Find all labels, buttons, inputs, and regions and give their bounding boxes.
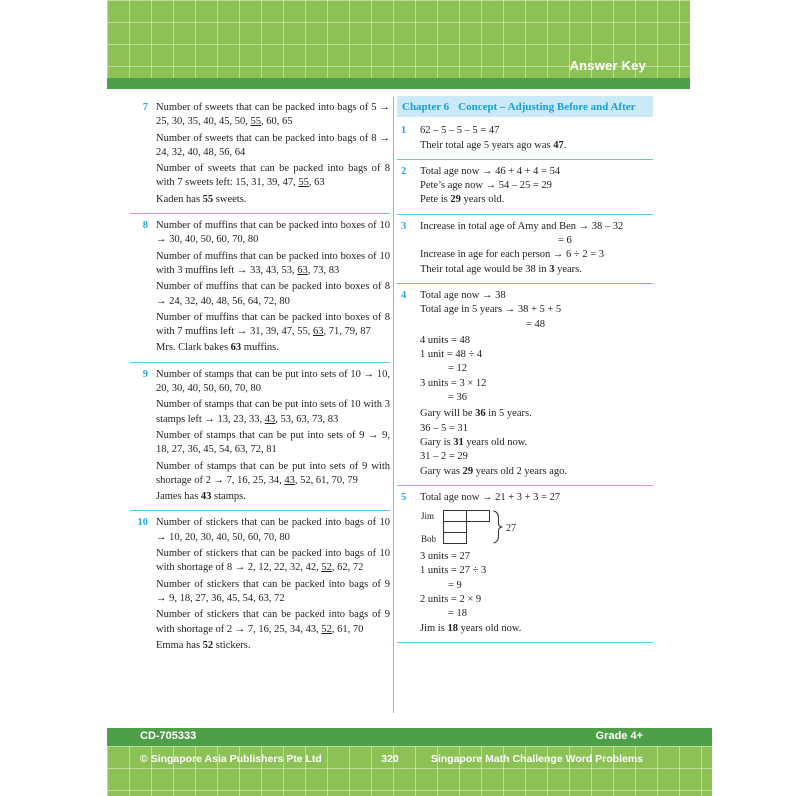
- text-segment: = 48: [526, 318, 546, 330]
- text-line: [420, 491, 653, 505]
- text-line: [156, 578, 390, 607]
- text-segment: 36: [475, 408, 486, 420]
- text-line: [156, 368, 390, 397]
- problem-number: 2: [401, 165, 407, 177]
- text-segment: Total age now → 46 + 4 + 4 = 54: [420, 165, 561, 177]
- header-grid-band: [107, 0, 690, 78]
- text-block: [156, 516, 390, 545]
- text-block: [156, 429, 390, 458]
- text-segment: Emma has: [156, 639, 203, 651]
- text-segment: Number of stickers that can be packed into bags of 9 with shortage of 2 → 7, 16, 25, 34, 43,: [156, 609, 390, 635]
- problem-number: 10: [137, 517, 148, 529]
- problem-body: [420, 289, 653, 479]
- text-line: [420, 579, 653, 593]
- text-line: [420, 348, 653, 362]
- text-segment: , 63: [308, 177, 325, 189]
- text-segment: , 62, 72: [331, 562, 364, 574]
- text-line: [156, 311, 390, 340]
- problem-body: [420, 491, 653, 636]
- problem-body: [420, 124, 653, 153]
- text-segment: Number of muffins that can be packed into boxes of 10 → 30, 40, 50, 60, 70, 80: [156, 220, 390, 246]
- answer-problem-10: [130, 511, 390, 659]
- text-block: [420, 124, 653, 153]
- text-segment: Number of stamps that can be put into sets of 10 → 10, 20, 30, 40, 50, 60, 70, 80: [156, 368, 390, 395]
- text-segment: years old.: [460, 194, 505, 206]
- text-block: [420, 550, 653, 636]
- text-segment: 63: [313, 326, 324, 338]
- text-segment: years old now.: [463, 436, 528, 448]
- text-block: [156, 193, 390, 207]
- problem-body: [156, 368, 390, 505]
- text-segment: 55: [202, 193, 214, 205]
- text-segment: 2 units = 2 × 9: [420, 594, 482, 606]
- text-block: [156, 101, 390, 130]
- right-column: [397, 96, 653, 643]
- text-line: [420, 179, 653, 193]
- text-segment: Gary is: [420, 436, 454, 448]
- text-block: [156, 341, 390, 355]
- text-segment: , 73, 83: [307, 264, 340, 276]
- text-block: [156, 398, 390, 427]
- text-block: [420, 407, 653, 478]
- text-block: [156, 280, 390, 309]
- text-segment: Number of muffins that can be packed into boxes of 8 → 24, 32, 40, 48, 56, 64, 72, 80: [156, 281, 390, 307]
- text-line: [156, 639, 390, 653]
- problem-number: 9: [142, 368, 148, 380]
- text-segment: 63: [297, 264, 308, 276]
- text-segment: 55: [250, 116, 261, 128]
- problem-number: 5: [401, 491, 407, 503]
- right-problem-list: [397, 119, 653, 643]
- text-block: [156, 578, 390, 607]
- problem-body: [156, 101, 390, 207]
- answer-problem-7: [130, 96, 390, 214]
- text-line: [420, 377, 653, 391]
- bracket-shape: [494, 511, 503, 543]
- book-title: Singapore Math Challenge Word Problems: [430, 753, 643, 765]
- text-line: [420, 465, 653, 479]
- answer-problem-9: [130, 363, 390, 512]
- text-line: [420, 436, 653, 450]
- text-block: [420, 491, 653, 505]
- text-segment: 63: [230, 342, 242, 354]
- text-block: [156, 490, 390, 504]
- text-segment: 43: [264, 413, 276, 425]
- text-line: [420, 362, 653, 376]
- text-block: [156, 547, 390, 576]
- text-block: [156, 132, 390, 161]
- text-block: [156, 639, 390, 653]
- text-line: [156, 608, 390, 637]
- text-segment: Total age now → 21 + 3 + 3 = 27: [420, 491, 561, 503]
- answer-problem-5: [397, 486, 653, 643]
- text-segment: 47: [553, 139, 564, 151]
- text-line: [156, 516, 390, 545]
- text-line: [156, 219, 390, 248]
- left-problem-list: [130, 96, 390, 659]
- problem-number: 1: [401, 125, 407, 137]
- text-segment: Number of muffins that can be packed into boxes of 10 with 3 muffins left → 33, 43, 53,: [156, 250, 390, 276]
- publisher-label: © Singapore Asia Publishers Pte Ltd: [140, 753, 322, 765]
- text-line: [420, 593, 653, 607]
- text-segment: Number of stamps that can be put into sets of 9 → 9, 18, 27, 36, 45, 54, 63, 72, 81: [156, 429, 390, 456]
- text-segment: Pete’s age now → 54 – 25 = 29: [420, 180, 552, 192]
- text-line: [420, 124, 653, 138]
- text-segment: 62 – 5 – 5 – 5 = 47: [420, 125, 500, 137]
- text-segment: Total age in 5 years → 38 + 5 + 5: [420, 304, 562, 316]
- text-line: [420, 391, 653, 405]
- bar-model-total: 27: [506, 523, 516, 535]
- text-segment: stamps.: [211, 491, 246, 503]
- text-segment: Their total age 5 years ago was: [420, 139, 554, 151]
- text-line: [420, 139, 653, 153]
- answer-problem-8: [130, 214, 390, 363]
- text-segment: , 71, 79, 87: [323, 326, 371, 338]
- text-segment: 1 units = 27 ÷ 3: [420, 565, 487, 577]
- text-segment: , 60, 65: [261, 116, 293, 128]
- text-segment: 52: [202, 639, 214, 651]
- text-segment: = 36: [448, 392, 468, 404]
- text-segment: Number of stamps that can be put into sets of 9 with shortage of 2 → 7, 16, 25, 34,: [156, 460, 390, 486]
- text-segment: James has: [156, 491, 201, 503]
- text-line: [156, 429, 390, 458]
- text-segment: 55: [298, 177, 309, 189]
- text-segment: , 53, 63, 73, 83: [275, 413, 339, 425]
- answer-problem-2: [397, 160, 653, 215]
- text-segment: 43: [284, 474, 295, 486]
- text-line: [156, 193, 390, 207]
- text-line: [156, 547, 390, 576]
- text-segment: = 12: [448, 363, 468, 375]
- text-segment: .: [563, 139, 567, 151]
- bar-model-label-jim: Jim: [421, 511, 435, 522]
- grade-label: Grade 4+: [595, 730, 643, 742]
- answer-problem-1: [397, 119, 653, 160]
- text-segment: muffins.: [241, 342, 279, 354]
- text-segment: Pete is: [420, 194, 451, 206]
- text-segment: 3 units = 3 × 12: [420, 377, 487, 389]
- problem-body: [156, 219, 390, 356]
- text-block: [420, 289, 653, 332]
- text-line: [420, 193, 653, 207]
- text-segment: 29: [450, 194, 461, 206]
- text-segment: Gary will be: [420, 408, 476, 420]
- text-block: [156, 311, 390, 340]
- text-block: [156, 250, 390, 279]
- text-segment: in 5 years.: [485, 408, 532, 420]
- text-line: [420, 550, 653, 564]
- text-segment: Number of stamps that can be put into sets of 10 with 3 stamps left → 13, 23, 33,: [156, 399, 390, 425]
- text-line: [156, 101, 390, 130]
- problem-body: [420, 165, 653, 208]
- answer-problem-3: [397, 215, 653, 284]
- text-segment: = 18: [448, 608, 468, 620]
- text-line: [156, 341, 390, 355]
- text-segment: Gary was: [420, 465, 463, 477]
- text-block: [420, 165, 653, 208]
- text-segment: Number of sweets that can be packed into bags of 8 with 7 sweets left: 15, 31, 39, 47,: [156, 163, 390, 189]
- footer-row: [107, 746, 712, 767]
- text-segment: 36 – 5 = 31: [420, 422, 468, 434]
- text-segment: Number of muffins that can be packed into boxes of 8 with 7 muffins left → 31, 39, 47, 55,: [156, 311, 390, 338]
- problem-number: 4: [401, 289, 407, 301]
- problem-body: [156, 516, 390, 653]
- text-line: [156, 250, 390, 279]
- text-line: [156, 460, 390, 489]
- text-segment: Mrs. Clark bakes: [156, 342, 231, 354]
- text-segment: 43: [200, 491, 212, 503]
- text-segment: years old 2 years ago.: [473, 465, 567, 477]
- bar-model-bars: [444, 511, 490, 544]
- text-block: [156, 219, 390, 248]
- text-segment: = 9: [448, 579, 462, 591]
- text-line: [420, 407, 653, 421]
- problem-number: 3: [401, 220, 407, 232]
- chapter-label: Chapter 6: [402, 101, 450, 113]
- text-segment: stickers.: [213, 639, 251, 651]
- problem-body: [420, 220, 653, 277]
- text-line: [156, 398, 390, 427]
- text-segment: Number of sweets that can be packed into bags of 8 → 24, 32, 40, 48, 56, 64: [156, 132, 390, 158]
- text-segment: Jim is: [420, 622, 448, 634]
- text-line: [156, 490, 390, 504]
- text-line: [156, 162, 390, 191]
- footer-grid-band: [107, 746, 712, 796]
- text-line: [420, 289, 653, 303]
- problem-number: 7: [142, 102, 148, 113]
- text-segment: years.: [554, 263, 582, 275]
- text-segment: 18: [447, 622, 458, 634]
- text-line: [420, 248, 653, 262]
- text-segment: Increase in age for each person → 6 ÷ 2 = 3: [420, 249, 604, 261]
- column-divider: [393, 97, 394, 713]
- text-segment: , 61, 70: [331, 623, 364, 635]
- text-line: [156, 280, 390, 309]
- text-segment: 31 – 2 = 29: [420, 451, 468, 463]
- text-segment: 52: [321, 623, 332, 635]
- page-number: 320: [381, 753, 399, 765]
- text-segment: Increase in total age of Amy and Ben → 38 – 32: [420, 220, 624, 232]
- text-segment: years old now.: [457, 622, 522, 634]
- text-segment: 3: [549, 263, 555, 275]
- text-segment: 4 units = 48: [420, 334, 470, 346]
- product-code: CD-705333: [140, 730, 197, 742]
- text-line: [420, 450, 653, 464]
- text-line: [420, 303, 653, 317]
- text-segment: Number of sweets that can be packed into bags of 5 → 25, 30, 35, 40, 45, 50,: [156, 102, 390, 128]
- text-block: [156, 608, 390, 637]
- footer-bar: [107, 728, 712, 746]
- text-block: [156, 460, 390, 489]
- problem-number: 8: [142, 220, 148, 232]
- text-line: [420, 318, 653, 332]
- text-line: [420, 263, 653, 277]
- text-line: [420, 622, 653, 636]
- text-segment: 29: [462, 465, 474, 477]
- text-segment: Kaden has: [156, 193, 203, 205]
- text-line: [420, 334, 653, 348]
- text-line: [420, 564, 653, 578]
- text-line: [420, 220, 653, 234]
- left-column: [130, 96, 390, 659]
- bar-model-label-bob: Bob: [421, 534, 437, 545]
- text-line: [420, 165, 653, 179]
- text-block: [156, 162, 390, 191]
- text-segment: Total age now → 38: [420, 289, 506, 301]
- text-line: [420, 422, 653, 436]
- chapter-title: Concept – Adjusting Before and After: [458, 101, 636, 113]
- answer-key-label: Answer Key: [569, 58, 646, 73]
- text-segment: 31: [453, 436, 464, 448]
- text-line: [156, 132, 390, 161]
- text-segment: Their total age would be 38 in: [420, 263, 550, 275]
- text-segment: Number of stickers that can be packed into bags of 10 with shortage of 8 → 2, 12, 22, 32, 42,: [156, 548, 390, 574]
- text-segment: 3 units = 27: [420, 551, 470, 563]
- text-block: [420, 334, 653, 405]
- answer-problem-4: [397, 284, 653, 486]
- text-line: [420, 607, 653, 621]
- chapter-header: [397, 96, 653, 117]
- text-segment: Number of stickers that can be packed into bags of 10 → 10, 20, 30, 40, 50, 60, 70, 80: [156, 517, 390, 543]
- text-segment: sweets.: [213, 193, 247, 205]
- text-block: [156, 368, 390, 397]
- bar-model-diagram: [420, 508, 550, 548]
- text-line: [420, 234, 653, 248]
- text-segment: Number of stickers that can be packed into bags of 9 → 9, 18, 27, 36, 45, 54, 63, 72: [156, 578, 390, 604]
- text-segment: 1 unit = 48 ÷ 4: [420, 349, 483, 361]
- text-segment: 52: [321, 562, 332, 574]
- text-segment: = 6: [558, 235, 572, 247]
- text-block: [420, 220, 653, 277]
- header-dark-strip: [107, 78, 690, 89]
- text-segment: , 52, 61, 70, 79: [294, 474, 358, 486]
